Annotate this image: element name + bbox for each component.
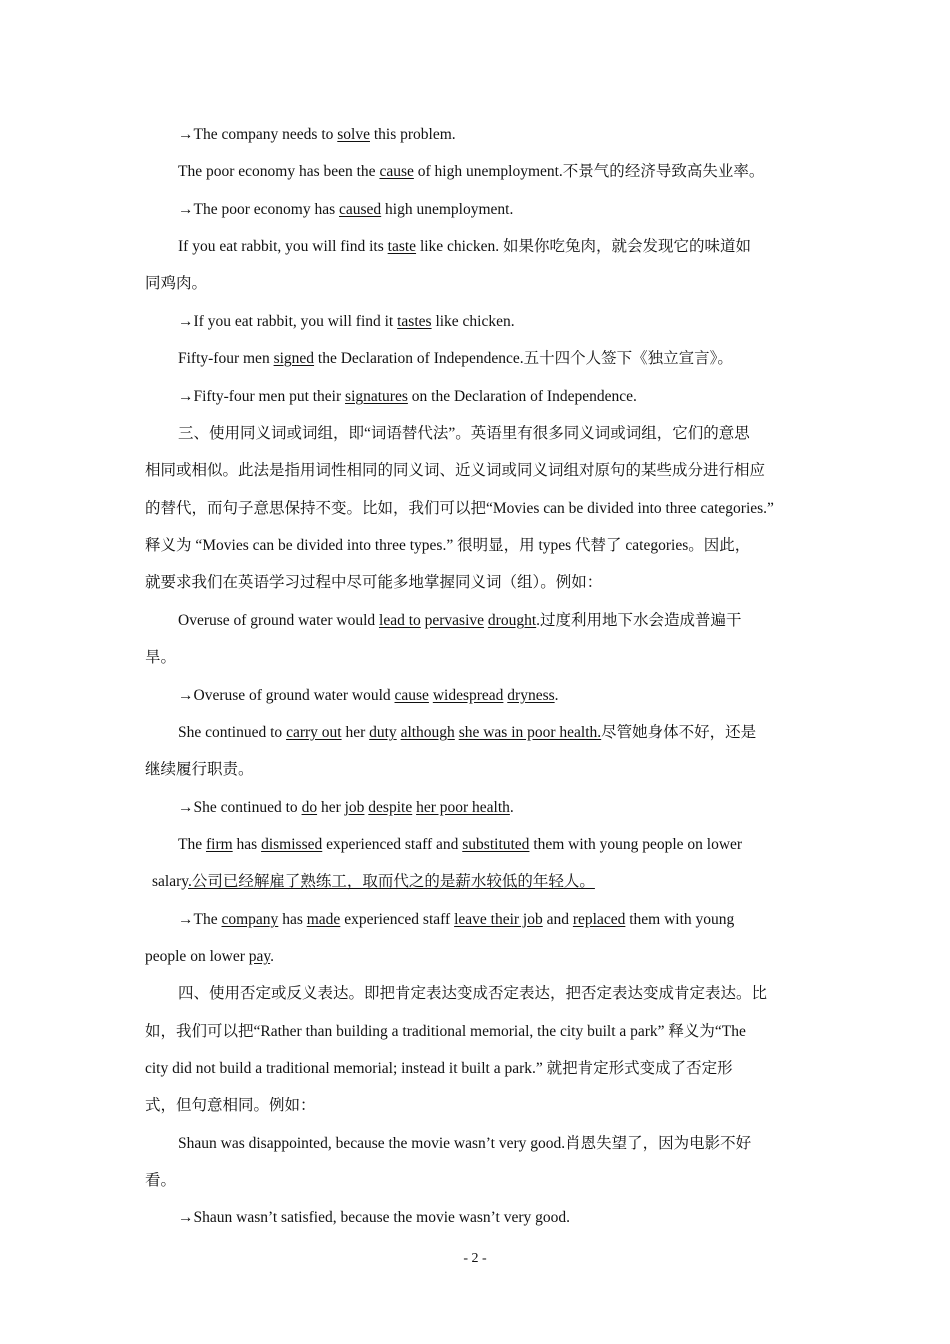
- underlined-phrase: tastes: [397, 313, 432, 330]
- underlined-phrase: substituted: [462, 836, 530, 853]
- text-segment: 四、使用否定或反义表达。即把肯定表达变成否定表达，把否定表达变成肯定表达。比: [178, 985, 768, 1002]
- underlined-phrase: cause: [379, 163, 414, 180]
- underlined-phrase: despite: [368, 799, 413, 816]
- underlined-phrase: replaced: [572, 911, 626, 928]
- text-segment: experienced staff and: [322, 836, 463, 853]
- text-line: [145, 499, 774, 519]
- text-line: [145, 760, 254, 780]
- text-segment: people on lower: [145, 948, 249, 965]
- underlined-phrase: made: [306, 911, 341, 928]
- underlined-phrase: pay: [248, 948, 271, 965]
- text-segment: 同鸡肉。: [145, 275, 208, 292]
- text-line: [145, 648, 176, 668]
- text-segment: 尽管她身体不好，还是: [601, 724, 757, 741]
- text-line: [145, 461, 765, 481]
- text-segment: →Shaun wasn’t satisfied, because the movie wasn’t very good.: [178, 1209, 571, 1226]
- underlined-phrase: dismissed: [261, 836, 323, 853]
- text-segment: experienced staff: [340, 911, 455, 928]
- text-line: [178, 1208, 570, 1228]
- text-segment: →Fifty-four men put their: [178, 388, 346, 405]
- underlined-phrase: job: [344, 799, 365, 816]
- text-line: [152, 872, 595, 892]
- text-line: [178, 237, 751, 257]
- text-segment: and: [542, 911, 573, 928]
- underlined-phrase: carry out: [286, 724, 342, 741]
- text-segment: If you eat rabbit, you will find its: [178, 238, 388, 255]
- text-line: [178, 312, 515, 332]
- text-line: [145, 274, 207, 294]
- text-segment: her: [341, 724, 370, 741]
- text-segment: them with young: [625, 911, 735, 928]
- text-segment: 相同或相似。此法是指用词性相同的同义词、近义词或同义词组对原句的某些成分进行相应: [145, 462, 766, 479]
- text-segment: has: [278, 911, 307, 928]
- text-segment: 继续履行职责。: [145, 761, 254, 778]
- text-line: [178, 200, 513, 220]
- text-segment: Shaun was disappointed, because the movie wasn’t very good.肖恩失望了，因为电影不好: [178, 1135, 752, 1152]
- text-segment: 释义为 “Movies can be divided into three types.” 很明显，用 types 代替了 categories。因此，: [145, 537, 751, 554]
- underlined-phrase: her poor health: [416, 799, 510, 816]
- text-segment: .: [554, 687, 559, 704]
- underlined-phrase: company: [221, 911, 279, 928]
- underlined-phrase: do: [301, 799, 318, 816]
- text-line: [178, 387, 637, 407]
- text-segment: like chicken. 如果你吃兔肉，就会发现它的味道如: [416, 238, 752, 255]
- text-line: [178, 162, 764, 182]
- text-segment: 的替代，而句子意思保持不变。比如，我们可以把“Movies can be divided into three categories.”: [145, 500, 774, 517]
- text-line: [178, 611, 742, 631]
- text-segment: The: [178, 836, 206, 853]
- text-segment: 就要求我们在英语学习过程中尽可能多地掌握同义词（组）。例如：: [145, 574, 603, 591]
- text-segment: .: [509, 799, 514, 816]
- underlined-phrase: dryness: [507, 687, 555, 704]
- text-line: [178, 125, 456, 145]
- text-segment: She continued to: [178, 724, 287, 741]
- text-segment: of high unemployment.不景气的经济导致高失业率。: [413, 163, 765, 180]
- text-line: [178, 1134, 751, 1154]
- text-line: [145, 1096, 316, 1116]
- underlined-phrase: signatures: [345, 388, 408, 405]
- text-line: [145, 1022, 746, 1042]
- text-segment: 看。: [145, 1172, 177, 1189]
- text-line: [178, 835, 742, 855]
- text-segment: →The: [178, 911, 222, 928]
- text-line: [178, 798, 514, 818]
- text-segment: 式，但句意相同。例如：: [145, 1097, 316, 1114]
- underlined-phrase: taste: [387, 238, 417, 255]
- text-segment: The poor economy has been the: [178, 163, 380, 180]
- underlined-phrase: cause: [394, 687, 429, 704]
- underlined-phrase: signed: [273, 350, 315, 367]
- text-segment: 旱。: [145, 649, 177, 666]
- text-line: [178, 984, 767, 1004]
- underlined-phrase: leave their job: [454, 911, 543, 928]
- text-segment: 三、使用同义词或词组，即“词语替代法”。英语里有很多同义词或词组，它们的意思: [178, 425, 750, 442]
- underlined-phrase: she was in poor health.: [458, 724, 602, 741]
- text-segment: the Declaration of Independence.五十四个人签下《独立宣言》。: [314, 350, 733, 367]
- text-segment: Overuse of ground water would: [178, 612, 380, 629]
- text-segment: them with young people on lower: [529, 836, 743, 853]
- underlined-phrase: pervasive: [424, 612, 485, 629]
- text-line: [178, 910, 734, 930]
- text-line: [178, 723, 756, 743]
- underlined-phrase: drought: [487, 612, 537, 629]
- underlined-phrase: duty: [369, 724, 397, 741]
- text-segment: →The company needs to: [178, 126, 338, 143]
- text-segment: .: [270, 948, 274, 965]
- underlined-phrase: caused: [339, 201, 382, 218]
- text-segment: →The poor economy has: [178, 201, 339, 218]
- text-line: [145, 573, 602, 593]
- text-line: [178, 349, 733, 369]
- underlined-phrase: .公司已经解雇了熟练工，取而代之的是薪水较低的年轻人。: [188, 873, 595, 890]
- underlined-phrase: although: [400, 724, 455, 741]
- text-segment: Fifty-four men: [178, 350, 274, 367]
- text-segment: her: [317, 799, 345, 816]
- text-line: [145, 1171, 176, 1191]
- text-segment: this problem.: [369, 126, 456, 143]
- page-number: - 2 -: [463, 1251, 487, 1266]
- underlined-phrase: lead to: [379, 612, 421, 629]
- underlined-phrase: firm: [205, 836, 233, 853]
- text-segment: 如，我们可以把“Rather than building a traditional memorial, the city built a park” 释义为“The: [145, 1023, 746, 1040]
- text-segment: →She continued to: [178, 799, 302, 816]
- text-segment: .过度利用地下水会造成普遍干: [536, 612, 742, 629]
- text-segment: salary: [152, 873, 189, 890]
- text-segment: high unemployment.: [381, 201, 514, 218]
- text-segment: has: [232, 836, 262, 853]
- text-line: [145, 947, 274, 967]
- underlined-phrase: widespread: [432, 687, 504, 704]
- text-line: [178, 424, 750, 444]
- text-segment: on the Declaration of Independence.: [407, 388, 637, 405]
- text-segment: →If you eat rabbit, you will find it: [178, 313, 398, 330]
- text-line: [145, 1059, 733, 1079]
- text-segment: like chicken.: [431, 313, 515, 330]
- text-line: [178, 686, 559, 706]
- text-segment: city did not build a traditional memorial; instead it built a park.” 就把肯定形式变成了否定形: [145, 1060, 733, 1077]
- text-segment: →Overuse of ground water would: [178, 687, 395, 704]
- underlined-phrase: solve: [337, 126, 370, 143]
- text-line: [145, 536, 750, 556]
